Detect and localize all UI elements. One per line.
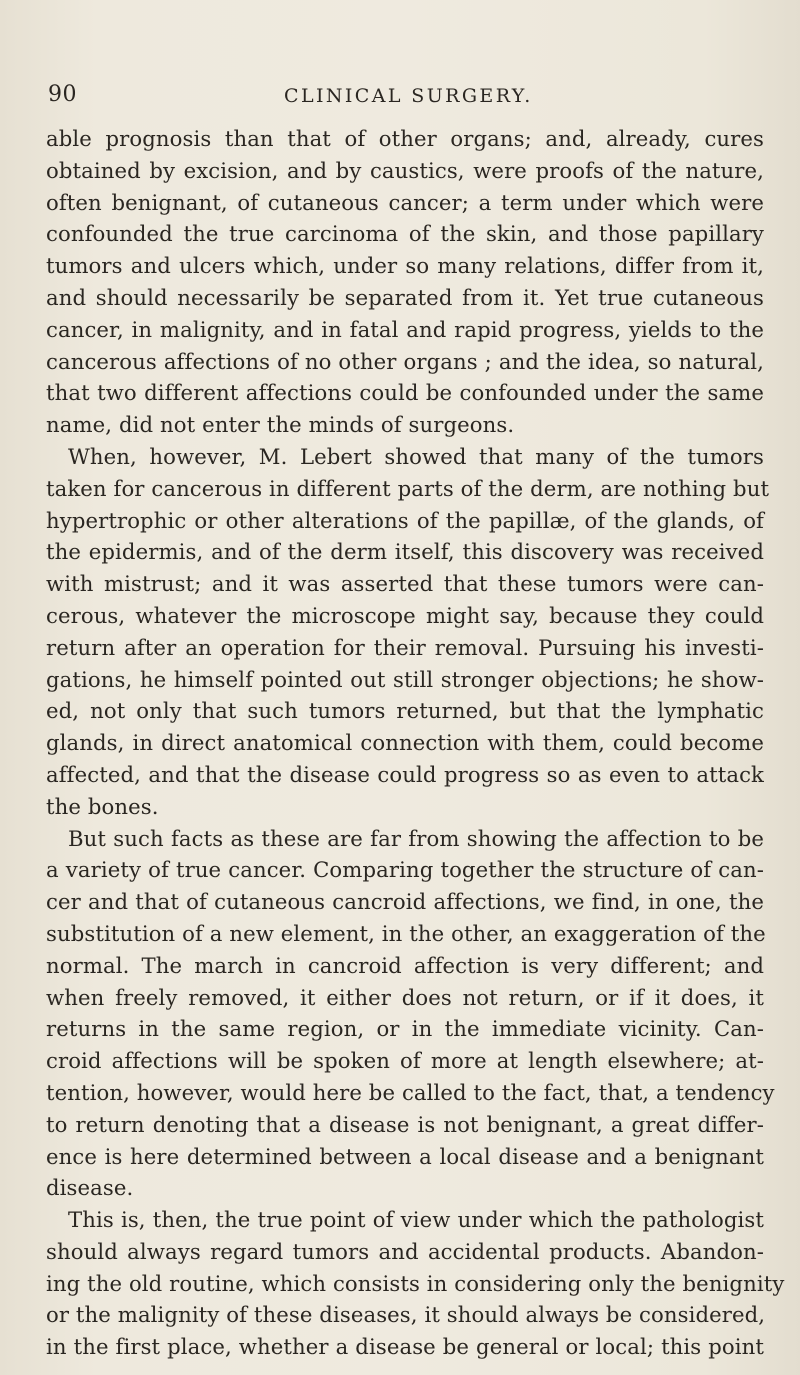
text-line: or the malignity of these diseases, it should always be considered, (46, 1302, 766, 1328)
text-line: often benignant, of cutaneous cancer; a term under which were (46, 189, 764, 215)
text-line: cancer, in malignity, and in fatal and rapid progress, yields to the (46, 316, 764, 342)
text-line: taken for cancerous in different parts of the derm, are nothing but (46, 475, 770, 501)
page-header (46, 82, 766, 112)
text-line: ence is here determined between a local disease and a benignant (46, 1143, 764, 1169)
text-line: ed, not only that such tumors returned, but that the lymphatic (46, 698, 764, 724)
text-line: returns in the same region, or in the immediate vicinity. Can- (46, 1016, 764, 1042)
text-line: substitution of a new element, in the other, an exaggeration of the (46, 920, 766, 946)
running-title: CLINICAL SURGERY. (284, 85, 533, 107)
text-line: in the first place, whether a disease be general or local; this point (46, 1334, 764, 1360)
text-line: cer and that of cutaneous cancroid affections, we find, in one, the (46, 889, 764, 915)
text-line: cancerous affections of no other organs ; and the idea, so natural, (46, 348, 764, 374)
text-line: with mistrust; and it was asserted that these tumors were can- (46, 571, 764, 597)
text-line: But such facts as these are far from showing the affection to be (68, 825, 764, 851)
text-line: able prognosis than that of other organs; and, already, cures (46, 126, 764, 151)
text-line: hypertrophic or other alterations of the papillæ, of the glands, of (46, 507, 764, 533)
text-line: ing the old routine, which consists in considering only the benignity (46, 1270, 785, 1296)
text-line: that two different affections could be confounded under the same (46, 380, 764, 406)
text-line: the epidermis, and of the derm itself, this discovery was received (46, 539, 764, 565)
text-line: cerous, whatever the microscope might say, because they could (46, 602, 764, 628)
text-line: normal. The march in cancroid affection is very different; and (46, 952, 764, 978)
text-line: name, did not enter the minds of surgeons. (46, 412, 515, 438)
text-line: to return denoting that a disease is not benignant, a great differ- (46, 1111, 764, 1137)
text-line: glands, in direct anatomical connection with them, could become (46, 730, 764, 756)
text-line: gations, he himself pointed out still stronger objections; he show- (46, 666, 764, 692)
text-line: disease. (46, 1175, 134, 1201)
text-line: This is, then, the true point of view under which the pathologist (68, 1207, 764, 1233)
text-line: when freely removed, it either does not return, or if it does, it (46, 984, 764, 1010)
text-line: obtained by excision, and by caustics, were proofs of the nature, (46, 157, 764, 183)
text-line: and should necessarily be separated from it. Yet true cutaneous (46, 284, 764, 310)
text-line: return after an operation for their removal. Pursuing his investi- (46, 634, 764, 660)
text-line: the bones. (46, 793, 159, 819)
text-line: croid affections will be spoken of more at length elsewhere; at- (46, 1048, 764, 1074)
text-line: tention, however, would here be called to the fact, that, a tendency (46, 1079, 775, 1105)
text-line: confounded the true carcinoma of the skin, and those papillary (46, 221, 764, 247)
text-line: should always regard tumors and accidental products. Abandon- (46, 1238, 764, 1264)
text-line: tumors and ulcers which, under so many relations, differ from it, (46, 253, 764, 279)
page-number: 90 (48, 82, 77, 107)
body-text (46, 123, 785, 1363)
text-line: a variety of true cancer. Comparing together the structure of can- (46, 857, 764, 883)
text-line: When, however, M. Lebert showed that many of the tumors (68, 443, 764, 469)
text-line: affected, and that the disease could progress so as even to attack (46, 761, 764, 787)
